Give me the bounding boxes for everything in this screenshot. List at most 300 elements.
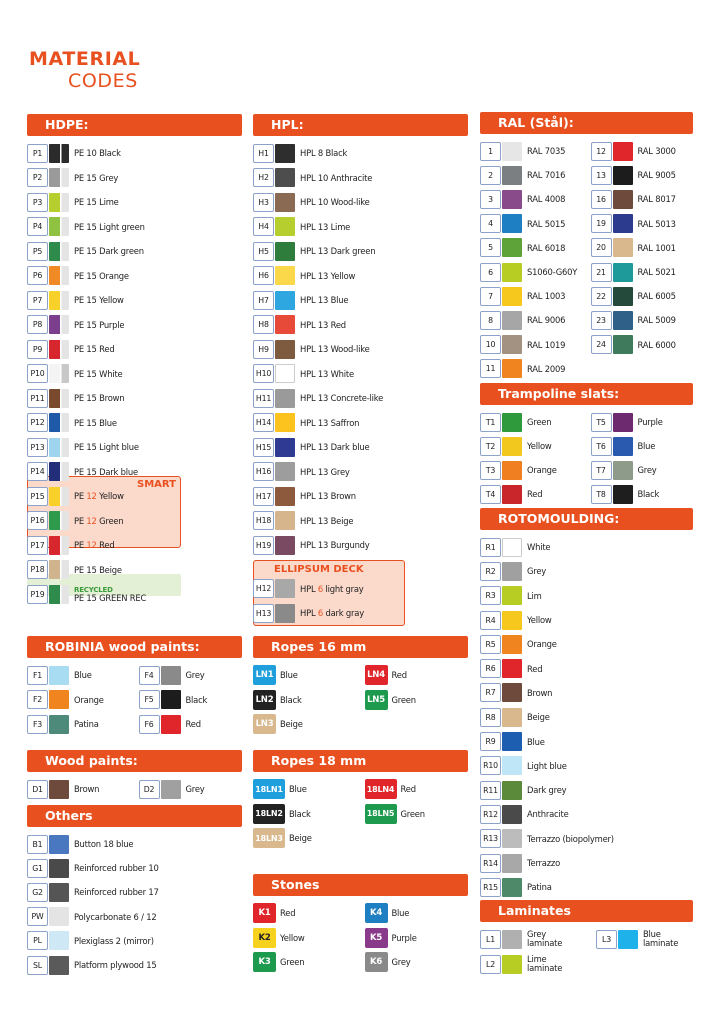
color-code: H15 <box>253 438 274 457</box>
color-label <box>74 540 114 550</box>
color-code: D2 <box>139 780 160 799</box>
color-swatch <box>613 214 633 233</box>
color-swatch <box>49 560 69 579</box>
color-swatch <box>49 487 69 506</box>
section-trampoline <box>480 383 693 506</box>
color-swatch <box>49 907 69 926</box>
swatch-row <box>27 558 242 583</box>
color-swatch <box>49 536 69 555</box>
color-swatch <box>502 538 522 557</box>
color-code: H5 <box>253 242 274 261</box>
code-row <box>253 688 357 713</box>
color-label: PE 15 Lime <box>74 197 119 208</box>
color-swatch <box>502 359 522 378</box>
rotomoulding-list <box>480 535 693 899</box>
swatch-row <box>253 215 468 240</box>
color-label: PE 15 Red <box>74 344 115 355</box>
color-label: RAL 1001 <box>637 242 676 253</box>
color-swatch <box>613 413 633 432</box>
label-pre: PE <box>74 540 87 551</box>
color-swatch <box>502 829 522 848</box>
color-label: Light blue <box>527 760 567 771</box>
color-code: P1 <box>27 144 48 163</box>
color-chip: 18LN3 <box>253 828 285 848</box>
color-label: Button 18 blue <box>74 839 134 850</box>
swatch-row <box>27 582 242 607</box>
swatch-row <box>480 357 583 381</box>
swatch-row <box>480 559 693 583</box>
color-swatch <box>502 878 522 897</box>
section-stones <box>253 874 468 975</box>
color-code: 5 <box>480 238 501 257</box>
robinia-list-right <box>139 663 243 737</box>
color-code: P3 <box>27 193 48 212</box>
color-code: H12 <box>253 579 274 598</box>
swatch-row <box>27 362 242 387</box>
code-row <box>253 826 357 851</box>
swatch-row <box>139 777 243 802</box>
code-row <box>253 950 357 975</box>
label-post: dark gray <box>323 608 364 619</box>
color-label: HPL 13 Dark blue <box>300 442 370 453</box>
color-swatch <box>502 562 522 581</box>
swatch-row <box>591 212 694 236</box>
color-chip: 18LN2 <box>253 804 285 824</box>
color-code: 23 <box>591 311 612 330</box>
color-swatch <box>275 413 295 432</box>
color-label: RAL 5009 <box>637 315 676 326</box>
color-label <box>300 608 364 618</box>
color-label: Blue laminate <box>643 929 679 948</box>
color-swatch <box>49 144 69 163</box>
color-label: HPL 13 White <box>300 368 354 379</box>
swatch-row <box>591 410 694 434</box>
color-label: PE 15 Light green <box>74 221 145 232</box>
color-label: RAL 6018 <box>527 242 566 253</box>
color-swatch <box>613 238 633 257</box>
color-code: 2 <box>480 166 501 185</box>
color-code: R14 <box>480 854 501 873</box>
swatch-row <box>27 288 242 313</box>
color-label: HPL 13 Beige <box>300 515 354 526</box>
color-code: R9 <box>480 732 501 751</box>
color-label: White <box>527 542 551 553</box>
color-chip: K2 <box>253 928 276 948</box>
color-label: Yellow <box>527 615 552 626</box>
color-swatch <box>275 364 295 383</box>
color-label: HPL 13 Wood-like <box>300 344 370 355</box>
ral-list-left <box>480 139 583 381</box>
color-code: R2 <box>480 562 501 581</box>
color-swatch <box>502 708 522 727</box>
swatch-row <box>253 601 364 626</box>
color-label: Orange <box>74 694 104 705</box>
color-swatch <box>275 462 295 481</box>
label-pre: HPL <box>300 608 318 619</box>
swatch-row <box>253 264 468 289</box>
color-swatch <box>49 438 69 457</box>
color-label: Black <box>637 489 660 499</box>
swatch-row <box>591 434 694 458</box>
color-code: 1 <box>480 142 501 161</box>
color-label: PE 15 Dark blue <box>74 466 138 477</box>
code-row <box>253 802 357 827</box>
color-code: P4 <box>27 217 48 236</box>
hdpe-list <box>27 141 242 607</box>
swatch-row <box>480 410 583 434</box>
trampoline-list-left <box>480 410 583 506</box>
page-title-line1: MATERIAL <box>29 48 141 70</box>
ral-list-right <box>591 139 694 381</box>
color-swatch <box>49 859 69 878</box>
color-swatch <box>49 364 69 383</box>
color-label: Red <box>527 663 543 674</box>
label-num: 12 <box>86 491 97 502</box>
color-swatch <box>502 335 522 354</box>
color-swatch <box>502 611 522 630</box>
color-swatch <box>49 666 69 685</box>
color-chip: LN1 <box>253 665 276 685</box>
color-label: Yellow <box>280 932 305 943</box>
color-chip: LN3 <box>253 714 276 734</box>
swatch-row <box>480 952 577 976</box>
swatch-row <box>27 832 242 856</box>
label-pre: PE <box>74 491 87 502</box>
color-label: Green <box>400 808 425 819</box>
color-swatch <box>502 781 522 800</box>
label-post: Yellow <box>96 491 124 502</box>
swatch-row <box>253 141 468 166</box>
section-header: Wood paints: <box>27 750 242 772</box>
color-swatch <box>275 193 295 212</box>
swatch-row <box>480 584 693 608</box>
color-swatch <box>275 168 295 187</box>
color-swatch <box>502 263 522 282</box>
color-label: Purple <box>391 932 417 943</box>
color-swatch <box>49 413 69 432</box>
swatch-row <box>27 313 242 338</box>
color-swatch <box>502 683 522 702</box>
swatch-row <box>480 778 693 802</box>
swatch-row <box>591 260 694 284</box>
color-swatch <box>613 287 633 306</box>
swatch-row <box>480 434 583 458</box>
section-header: Stones <box>253 874 468 896</box>
color-code: H3 <box>253 193 274 212</box>
color-swatch <box>49 242 69 261</box>
swatch-row <box>480 754 693 778</box>
color-code: P17 <box>27 536 48 555</box>
ellipsum-box <box>253 560 405 626</box>
color-chip: LN4 <box>365 665 388 685</box>
color-swatch <box>49 266 69 285</box>
color-swatch <box>613 263 633 282</box>
color-code: 24 <box>591 335 612 354</box>
swatch-row <box>253 239 468 264</box>
color-swatch <box>49 340 69 359</box>
color-code: R10 <box>480 756 501 775</box>
color-label: HPL 13 Blue <box>300 295 349 306</box>
color-swatch <box>502 586 522 605</box>
label-post: Red <box>96 540 115 551</box>
color-code: R3 <box>480 586 501 605</box>
color-label: RAL 5013 <box>637 218 676 229</box>
color-code: R6 <box>480 659 501 678</box>
color-chip: K3 <box>253 952 276 972</box>
color-code: F3 <box>27 715 48 734</box>
section-header: ROTOMOULDING: <box>480 508 693 530</box>
section-header: ROBINIA wood paints: <box>27 636 242 658</box>
color-label: RAL 9006 <box>527 315 566 326</box>
color-label: PE 15 Purple <box>74 319 125 330</box>
color-code: P11 <box>27 389 48 408</box>
swatch-row <box>253 577 364 602</box>
color-code: H19 <box>253 536 274 555</box>
color-label: RAL 7016 <box>527 170 566 181</box>
swatch-row <box>253 435 468 460</box>
swatch-row <box>253 484 468 509</box>
color-label: Green <box>391 694 416 705</box>
swatch-row <box>139 663 243 688</box>
color-label: Grey <box>185 670 205 681</box>
color-label: Patina <box>74 719 99 730</box>
color-label: Brown <box>74 784 100 795</box>
laminates-list <box>480 927 693 979</box>
swatch-row <box>27 509 242 534</box>
color-swatch <box>613 437 633 456</box>
color-code: T2 <box>480 437 501 456</box>
color-label: Grey <box>185 784 205 795</box>
color-label: Blue <box>391 908 410 919</box>
color-label: HPL 13 Yellow <box>300 270 356 281</box>
color-swatch <box>275 438 295 457</box>
swatch-row <box>591 139 694 163</box>
color-code: H2 <box>253 168 274 187</box>
color-code: 21 <box>591 263 612 282</box>
swatch-row <box>27 777 131 802</box>
code-row <box>365 663 469 688</box>
color-code: G2 <box>27 883 48 902</box>
color-swatch <box>49 291 69 310</box>
color-code: P12 <box>27 413 48 432</box>
color-code: H1 <box>253 144 274 163</box>
color-swatch <box>49 690 69 709</box>
color-code: R15 <box>480 878 501 897</box>
color-swatch <box>613 335 633 354</box>
color-code: PW <box>27 907 48 926</box>
section-header: RAL (Stål): <box>480 112 693 134</box>
swatch-row <box>27 856 242 880</box>
color-code: P5 <box>27 242 48 261</box>
code-row <box>365 802 469 827</box>
color-label: Blue <box>289 784 307 795</box>
color-code: L2 <box>480 955 501 974</box>
code-row <box>365 926 469 951</box>
others-list <box>27 832 242 977</box>
color-chip: K5 <box>365 928 388 948</box>
color-code: G1 <box>27 859 48 878</box>
swatch-row <box>27 712 131 737</box>
section-ral <box>480 112 693 381</box>
color-code: R7 <box>480 683 501 702</box>
section-header: Others <box>27 805 242 827</box>
swatch-row <box>480 875 693 899</box>
color-label <box>74 586 146 603</box>
color-swatch <box>275 389 295 408</box>
color-code: F4 <box>139 666 160 685</box>
color-chip: LN5 <box>365 690 388 710</box>
color-label: PE 10 Black <box>74 148 121 159</box>
swatch-row <box>480 632 693 656</box>
color-label: RAL 2009 <box>527 363 566 374</box>
color-swatch <box>502 214 522 233</box>
color-swatch <box>275 579 295 598</box>
color-label: HPL 10 Wood-like <box>300 197 370 208</box>
swatch-row <box>27 435 242 460</box>
ropes18-list-right <box>365 777 469 851</box>
swatch-row <box>591 333 694 357</box>
color-code: F5 <box>139 690 160 709</box>
color-code: H4 <box>253 217 274 236</box>
section-header: Trampoline slats: <box>480 383 693 405</box>
swatch-row <box>480 187 583 211</box>
color-code: D1 <box>27 780 48 799</box>
color-label: Terrazzo (biopolymer) <box>527 833 614 844</box>
section-ropes-18 <box>253 750 468 851</box>
color-label: RAL 4008 <box>527 194 566 205</box>
swatch-row <box>253 460 468 485</box>
swatch-row <box>480 236 583 260</box>
color-label: Orange <box>527 639 557 650</box>
color-swatch <box>49 931 69 950</box>
swatch-row <box>591 482 694 506</box>
color-swatch <box>49 462 69 481</box>
color-label: Platform plywood 15 <box>74 960 157 971</box>
color-code: H16 <box>253 462 274 481</box>
swatch-row <box>27 239 242 264</box>
section-others <box>27 805 242 977</box>
color-code: H10 <box>253 364 274 383</box>
color-label: PE 15 Light blue <box>74 442 139 453</box>
color-code: SL <box>27 956 48 975</box>
section-rotomoulding <box>480 508 693 899</box>
color-swatch <box>613 311 633 330</box>
color-code: F2 <box>27 690 48 709</box>
color-swatch <box>502 756 522 775</box>
code-row <box>253 901 357 926</box>
section-robinia <box>27 636 242 737</box>
color-code: R4 <box>480 611 501 630</box>
swatch-row <box>27 215 242 240</box>
color-chip: K6 <box>365 952 388 972</box>
color-label: HPL 10 Anthracite <box>300 172 373 183</box>
color-code: 8 <box>480 311 501 330</box>
swatch-row <box>253 313 468 338</box>
swatch-row <box>27 688 131 713</box>
swatch-row <box>27 929 242 953</box>
color-label: Blue <box>527 736 545 747</box>
swatch-row <box>27 190 242 215</box>
wood-list <box>27 777 242 802</box>
color-label: RAL 5015 <box>527 218 566 229</box>
color-code: L1 <box>480 930 501 949</box>
color-label: PE 15 Yellow <box>74 295 124 306</box>
color-label: PE 15 White <box>74 368 123 379</box>
color-swatch <box>49 883 69 902</box>
color-swatch <box>502 311 522 330</box>
color-swatch <box>49 193 69 212</box>
stones-list-right <box>365 901 469 975</box>
section-header: Ropes 16 mm <box>253 636 468 658</box>
swatch-row <box>480 139 583 163</box>
label-num: 6 <box>317 608 324 619</box>
color-swatch <box>502 854 522 873</box>
color-code: F6 <box>139 715 160 734</box>
swatch-row <box>480 802 693 826</box>
code-row <box>365 950 469 975</box>
color-swatch <box>49 389 69 408</box>
color-label <box>74 516 124 526</box>
swatch-row <box>253 386 468 411</box>
recycled-label: RECYCLED <box>74 585 113 594</box>
code-row <box>365 688 469 713</box>
swatch-row <box>591 236 694 260</box>
color-swatch <box>275 217 295 236</box>
color-label: RAL 9005 <box>637 170 676 181</box>
label-post: Green <box>96 515 124 526</box>
color-swatch <box>49 585 69 604</box>
section-header: Laminates <box>480 900 693 922</box>
section-header: Ropes 18 mm <box>253 750 468 772</box>
color-label: Black <box>289 808 311 819</box>
color-label: PE 15 Beige <box>74 564 122 575</box>
color-label: Blue <box>637 441 656 451</box>
swatch-row <box>27 484 242 509</box>
color-chip: 18LN1 <box>253 779 285 799</box>
swatch-row <box>139 712 243 737</box>
color-code: T8 <box>591 485 612 504</box>
color-label: HPL 13 Burgundy <box>300 540 370 551</box>
swatch-row <box>591 284 694 308</box>
color-swatch <box>49 315 69 334</box>
color-code: P6 <box>27 266 48 285</box>
color-code: H18 <box>253 511 274 530</box>
section-hpl <box>253 114 468 626</box>
color-chip: 18LN4 <box>365 779 397 799</box>
color-swatch <box>49 217 69 236</box>
color-label: HPL 13 Dark green <box>300 246 376 257</box>
color-label: HPL 13 Brown <box>300 491 356 502</box>
color-code: P18 <box>27 560 48 579</box>
swatch-row <box>27 880 242 904</box>
swatch-row <box>480 705 693 729</box>
swatch-row <box>253 411 468 436</box>
color-code: P14 <box>27 462 48 481</box>
swatch-row <box>596 927 693 951</box>
color-label: Grey <box>637 465 657 475</box>
swatch-row <box>27 337 242 362</box>
color-code: P16 <box>27 511 48 530</box>
swatch-row <box>253 509 468 534</box>
color-label: PE 15 Grey <box>74 172 119 183</box>
color-code: H14 <box>253 413 274 432</box>
swatch-row <box>480 729 693 753</box>
color-label: Purple <box>637 417 663 427</box>
color-label: RAL 3000 <box>637 146 676 157</box>
color-code: 7 <box>480 287 501 306</box>
color-label: Anthracite <box>527 809 569 820</box>
code-row <box>365 901 469 926</box>
